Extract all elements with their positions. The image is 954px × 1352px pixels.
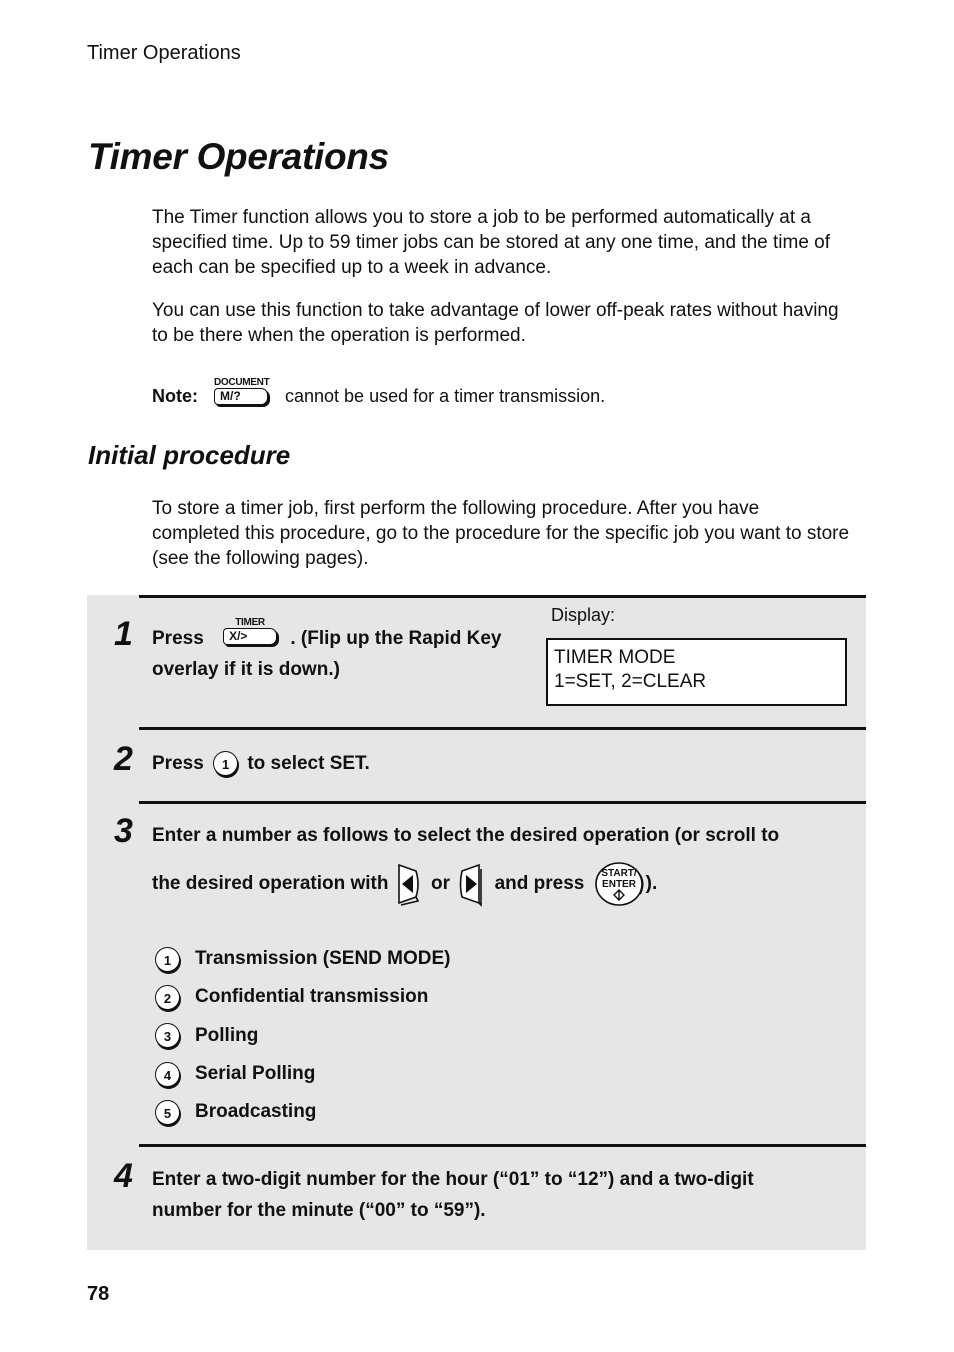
step-divider (139, 1144, 866, 1147)
step-4-line-2: number for the minute (“00” to “59”). (152, 1200, 486, 1221)
key-caption: TIMER (235, 616, 265, 628)
key-4-icon: 4 (155, 1062, 180, 1087)
operation-item (155, 1055, 451, 1093)
operation-label: Confidential transmission (195, 986, 429, 1008)
press-label: Press (152, 753, 204, 774)
lcd-display (546, 638, 847, 706)
right-arrow-key-icon (459, 861, 485, 907)
display-line-1: TIMER MODE (554, 647, 676, 668)
step-4-line-1: Enter a two-digit number for the hour (“01” to “12”) and a two-digit (152, 1169, 754, 1190)
step-3-line-2-text: the desired operation with (152, 873, 389, 895)
document-key-icon (214, 377, 268, 405)
step-number-1: 1 (114, 615, 133, 653)
running-header: Timer Operations (87, 42, 241, 64)
key-2-icon: 2 (155, 985, 180, 1010)
press-label: Press (152, 628, 204, 649)
start-enter-key-icon (594, 861, 646, 907)
svg-text:START/: START/ (600, 868, 637, 879)
note-label: Note: (152, 386, 198, 406)
key-label: M/? (214, 388, 268, 405)
operation-label: Serial Polling (195, 1063, 316, 1085)
step-divider (139, 801, 866, 804)
intro-paragraph-1: The Timer function allows you to store a job to be performed automatically at a specified time. Up to 59 timer jobs can be stored at any one time, and the time of each can be specified up to a week in advance. (152, 207, 831, 278)
or-text: or (431, 873, 451, 895)
step-3-line-2 (152, 861, 852, 907)
display-line-2: 1=SET, 2=CLEAR (554, 671, 707, 692)
svg-text:ENTER: ENTER (601, 879, 636, 890)
operation-label: Transmission (SEND MODE) (195, 948, 451, 970)
step-number-4: 4 (114, 1157, 133, 1195)
key-1-icon: 1 (213, 751, 238, 776)
step-3-line-1: Enter a number as follows to select the desired operation (or scroll to (152, 825, 780, 846)
timer-key-icon (223, 617, 277, 645)
operation-label: Polling (195, 1024, 259, 1046)
display-label: Display: (551, 605, 616, 625)
section-paragraph: To store a timer job, first perform the following procedure. After you have completed this procedure, go to the procedure for the specific job you want to store (see the following pages). (152, 498, 850, 569)
steps-box (87, 595, 866, 1250)
operation-label: Broadcasting (195, 1101, 317, 1123)
step-2-text-after: to select SET. (247, 753, 370, 774)
operation-item (155, 978, 451, 1016)
step-4-text (152, 1164, 852, 1226)
intro-paragraph-2: You can use this function to take advantage of lower off-peak rates without having to be there when the operation is performed. (152, 300, 839, 346)
step-divider (139, 727, 866, 730)
left-arrow-key-icon (396, 861, 422, 907)
step-1-text-line2: overlay if it is down.) (152, 659, 340, 680)
key-caption: DOCUMENT (214, 377, 270, 388)
key-1-icon: 1 (155, 947, 180, 972)
step-1-text-after: . (Flip up the Rapid Key (290, 628, 502, 649)
step-number-3: 3 (114, 812, 133, 850)
and-press-text: and press (494, 873, 585, 895)
note-text: cannot be used for a timer transmission. (285, 386, 606, 406)
step-divider (139, 595, 866, 598)
page-title: Timer Operations (88, 136, 389, 177)
note (152, 377, 852, 417)
operation-item (155, 940, 451, 978)
key-5-icon: 5 (155, 1100, 180, 1125)
section-title: Initial procedure (88, 440, 291, 470)
key-3-icon: 3 (155, 1023, 180, 1048)
closing-text: ). (645, 873, 658, 895)
operation-list (155, 940, 451, 1131)
page-number: 78 (87, 1283, 110, 1305)
step-number-2: 2 (114, 740, 133, 778)
operation-item (155, 1093, 451, 1131)
key-label: X/> (223, 628, 277, 645)
step-2-text (152, 748, 370, 779)
step-1-text (152, 616, 542, 685)
operation-item (155, 1017, 451, 1055)
